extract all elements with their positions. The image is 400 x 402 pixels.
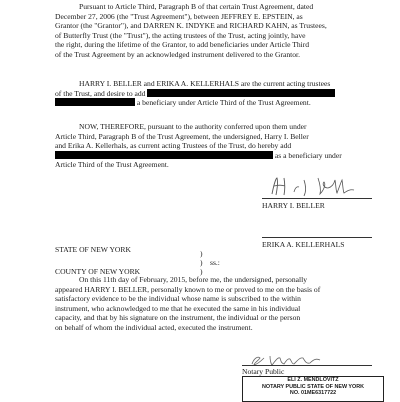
- redaction-bar: [55, 151, 273, 159]
- kellerhals-signature-line: [262, 237, 372, 238]
- paragraph-line: of the Trust Agreement by an acknowledged instrument delivered to the Grantor.: [55, 49, 301, 59]
- paragraph-line: instrument, who acknowledged to me that he executed the same in his individual: [55, 303, 301, 313]
- stamp-line: NO. 01ME6317722: [289, 390, 337, 397]
- paragraph-line: appeared HARRY I. BELLER, personally known to me or proved to me on the basis of: [55, 284, 321, 294]
- paragraph-line: on behalf of whom the individual acted, executed the instrument.: [55, 322, 253, 332]
- notary-stamp: [242, 376, 384, 402]
- paragraph-text: a beneficiary under Article Third of the Trust Agreement.: [136, 98, 311, 108]
- paragraph-line: Article Third of the Trust Agreement.: [55, 160, 169, 170]
- paragraph-acknowledgment: [55, 275, 367, 333]
- beller-name: HARRY I. BELLER: [262, 201, 325, 210]
- paragraph-line: [55, 89, 367, 99]
- stamp-line: ELI Z. MENDLOVITZ: [287, 377, 339, 383]
- paragraph-line: satisfactory evidence to be the individual whose name is subscribed to the within: [55, 294, 301, 304]
- paragraph-line: Article Third, Paragraph B of the Trust Agreement, the undersigned, Harry I. Beller: [55, 131, 309, 141]
- paragraph-line: NOW, THEREFORE, pursuant to the authority conferred upon them under: [79, 122, 307, 131]
- paragraph-line: Grantor (the "Grantor"), and DARREN K. INDYKE and RICHARD KAHN, as Trustees,: [55, 21, 327, 31]
- venue-paren: ): [200, 258, 203, 267]
- paragraph-line: On this 11th day of February, 2015, before me, the undersigned, personally: [79, 275, 308, 284]
- paragraph-text: of the Trust, and desire to add: [55, 88, 146, 98]
- venue-paren: ): [200, 249, 203, 258]
- redaction-bar: [147, 89, 335, 97]
- paragraph-line: of Butterfly Trust (the "Trust"), the acting trustees of the Trust, acting jointly, have: [55, 30, 306, 40]
- venue-county: COUNTY OF NEW YORK: [55, 267, 141, 276]
- redaction-bar: [55, 98, 135, 106]
- paragraph-line: [55, 151, 367, 161]
- venue-state: STATE OF NEW YORK: [55, 245, 131, 254]
- beller-signature-icon: [268, 174, 364, 198]
- stamp-line: NOTARY PUBLIC STATE OF NEW YORK: [261, 383, 365, 390]
- paragraph-text: as a beneficiary under: [274, 150, 342, 160]
- paragraph-current-trustees: [55, 79, 367, 108]
- paragraph-line: the right, during the lifetime of the Grantor, to add beneficiaries under Article Third: [55, 40, 310, 50]
- paragraph-line: capacity, and that by his signature on the instrument, the individual or the person: [55, 313, 301, 323]
- paragraph-line: [55, 98, 367, 108]
- notary-public-label: Notary Public: [242, 367, 285, 376]
- paragraph-now-therefore: [55, 122, 367, 170]
- beller-signature-line: [262, 198, 372, 199]
- paragraph-line: December 27, 2006 (the "Trust Agreement"), between JEFFREY E. EPSTEIN, as: [55, 11, 303, 21]
- venue-paren: ): [200, 267, 203, 276]
- paragraph-trust-agreement: [55, 2, 367, 60]
- kellerhals-name: ERIKA A. KELLERHALS: [262, 240, 345, 249]
- venue-ss: ss.:: [210, 258, 220, 267]
- notary-signature-line: [242, 365, 372, 366]
- paragraph-line: and Erika A. Kellerhals, as current acting Trustees of the Trust, do hereby add: [55, 141, 292, 151]
- paragraph-line: Pursuant to Article Third, Paragraph B of that certain Trust Agreement, dated: [79, 2, 314, 11]
- paragraph-line: HARRY I. BELLER and ERIKA A. KELLERHALS are the current acting trustees: [79, 79, 331, 88]
